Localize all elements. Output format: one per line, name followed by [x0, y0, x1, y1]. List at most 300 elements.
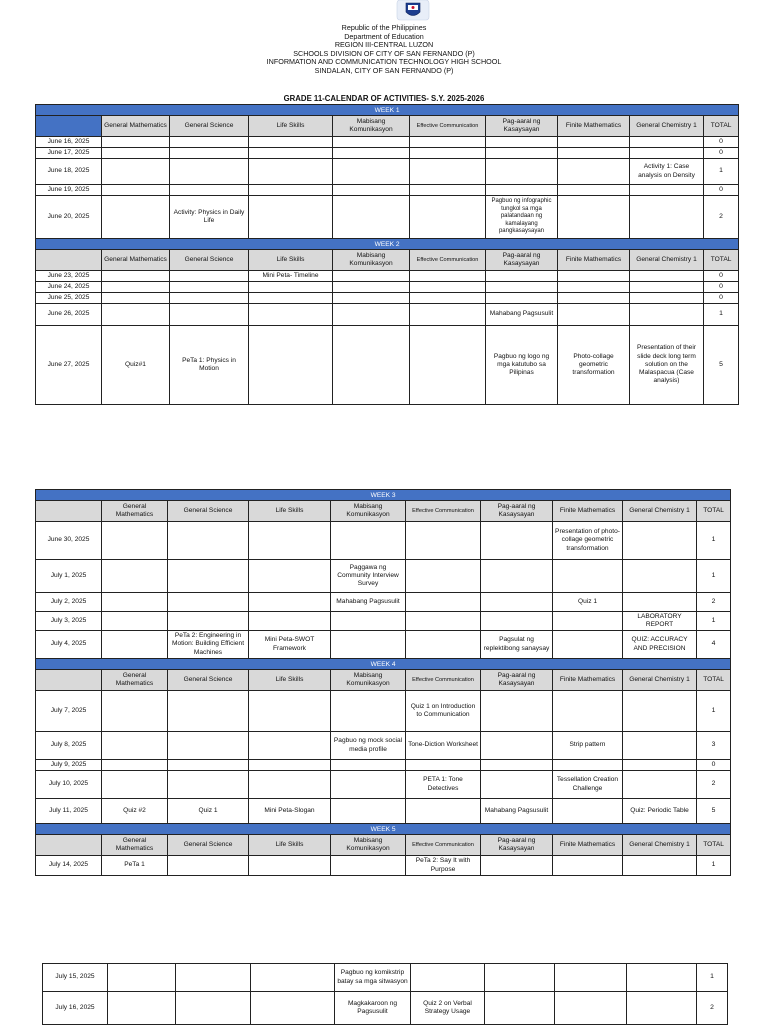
empty-cell [627, 964, 697, 992]
col-general-science: General Science [170, 116, 249, 137]
empty-cell [170, 293, 249, 304]
col-general-mathematics: General Mathematics [102, 835, 168, 856]
empty-cell [333, 137, 410, 148]
empty-cell [102, 304, 170, 326]
empty-cell [481, 732, 553, 760]
total-cell: 0 [704, 293, 739, 304]
date-cell: July 1, 2025 [36, 560, 102, 593]
table-row [36, 185, 739, 196]
empty-cell [102, 282, 170, 293]
empty-cell [176, 992, 251, 1025]
empty-cell [486, 137, 558, 148]
empty-cell [102, 593, 168, 612]
school-header [0, 24, 768, 76]
empty-cell [102, 271, 170, 282]
empty-cell [406, 612, 481, 631]
date-cell: July 4, 2025 [36, 631, 102, 659]
activity-cell: Activity 1: Case analysis on Density [630, 159, 704, 185]
col-finite-mathematics: Finite Mathematics [558, 116, 630, 137]
empty-cell [623, 522, 697, 560]
empty-cell [102, 612, 168, 631]
col-total: TOTAL [697, 670, 731, 691]
empty-cell [102, 185, 170, 196]
col-general-mathematics: General Mathematics [102, 116, 170, 137]
empty-cell [331, 691, 406, 732]
empty-cell [410, 137, 486, 148]
empty-cell [406, 760, 481, 771]
empty-cell [558, 293, 630, 304]
header-line: SINDALAN, CITY OF SAN FERNANDO (P) [314, 65, 454, 75]
col-general-science: General Science [168, 835, 249, 856]
empty-cell [331, 612, 406, 631]
col-general-science: General Science [170, 250, 249, 271]
col-mabisang-komunikasyon: Mabisang Komunikasyon [331, 670, 406, 691]
col-finite-mathematics: Finite Mathematics [553, 501, 623, 522]
empty-cell [481, 560, 553, 593]
empty-cell [170, 282, 249, 293]
total-cell: 2 [697, 771, 731, 799]
activity-cell: Presentation of photo-collage geometric transformation [553, 522, 623, 560]
empty-cell [249, 137, 333, 148]
empty-cell [249, 196, 333, 239]
empty-cell [623, 856, 697, 876]
col-life-skills: Life Skills [249, 116, 333, 137]
col-general-chemistry: General Chemistry 1 [623, 835, 697, 856]
empty-cell [486, 148, 558, 159]
empty-cell [553, 799, 623, 824]
col-finite-mathematics: Finite Mathematics [553, 835, 623, 856]
empty-cell [558, 159, 630, 185]
week-label: WEEK 2 [36, 239, 739, 250]
empty-cell [249, 760, 331, 771]
empty-cell [486, 159, 558, 185]
date-cell: July 11, 2025 [36, 799, 102, 824]
table-row [36, 137, 739, 148]
col-pag-aaral-ng-kasaysayan: Pag-aaral ng Kasaysayan [486, 116, 558, 137]
empty-cell [553, 560, 623, 593]
total-cell: 2 [697, 593, 731, 612]
week-label: WEEK 5 [36, 824, 731, 835]
empty-cell [630, 282, 704, 293]
empty-cell [630, 148, 704, 159]
empty-cell [630, 271, 704, 282]
empty-cell [485, 964, 555, 992]
empty-cell [168, 856, 249, 876]
calendar-table-2 [35, 489, 731, 876]
total-cell: 1 [697, 964, 728, 992]
header-line: REGION III-CENTRAL LUZON [334, 40, 434, 50]
empty-cell [558, 148, 630, 159]
table-row [36, 560, 731, 593]
activity-cell: Mini Peta- Timeline [249, 271, 333, 282]
empty-cell [102, 137, 170, 148]
empty-cell [558, 282, 630, 293]
empty-cell [630, 185, 704, 196]
empty-cell [486, 185, 558, 196]
empty-cell [410, 148, 486, 159]
total-cell: 4 [697, 631, 731, 659]
table-row [36, 271, 739, 282]
table-row [36, 760, 731, 771]
empty-cell [481, 593, 553, 612]
empty-cell [249, 732, 331, 760]
empty-cell [623, 593, 697, 612]
activity-cell: Quiz: Periodic Table [623, 799, 697, 824]
empty-cell [623, 760, 697, 771]
col-pag-aaral-ng-kasaysayan: Pag-aaral ng Kasaysayan [481, 670, 553, 691]
empty-cell [623, 560, 697, 593]
empty-cell [333, 196, 410, 239]
date-cell: July 15, 2025 [43, 964, 108, 992]
col-life-skills: Life Skills [249, 670, 331, 691]
total-cell: 3 [697, 732, 731, 760]
empty-cell [558, 196, 630, 239]
empty-cell [553, 856, 623, 876]
empty-cell [410, 196, 486, 239]
total-cell: 1 [697, 856, 731, 876]
empty-cell [168, 771, 249, 799]
empty-cell [630, 137, 704, 148]
date-header [36, 835, 102, 856]
col-mabisang-komunikasyon: Mabisang Komunikasyon [331, 835, 406, 856]
col-general-chemistry: General Chemistry 1 [623, 670, 697, 691]
column-header-row [36, 116, 739, 137]
table-row [43, 992, 728, 1025]
date-cell: July 16, 2025 [43, 992, 108, 1025]
empty-cell [168, 760, 249, 771]
activity-cell: Pagsulat ng replektibong sanaysay [481, 631, 553, 659]
empty-cell [406, 799, 481, 824]
empty-cell [333, 271, 410, 282]
calendar-title: GRADE 11-CALENDAR OF ACTIVITIES- S.Y. 2025-2026 [283, 94, 485, 103]
activity-cell: Pagbuo ng infographic tungkol sa mga palatandaan ng kamalayang pangkasaysayan [486, 196, 558, 239]
total-cell: 0 [704, 271, 739, 282]
empty-cell [481, 522, 553, 560]
header-line: SCHOOLS DIVISION OF CITY OF SAN FERNANDO (P) [293, 48, 475, 58]
total-cell: 1 [704, 159, 739, 185]
activity-cell: Photo-collage geometric transformation [558, 326, 630, 405]
table-row [36, 304, 739, 326]
table-row [43, 964, 728, 992]
empty-cell [623, 691, 697, 732]
date-cell: June 26, 2025 [36, 304, 102, 326]
empty-cell [630, 196, 704, 239]
empty-cell [249, 159, 333, 185]
total-cell: 2 [704, 196, 739, 239]
empty-cell [249, 691, 331, 732]
table-row [36, 293, 739, 304]
empty-cell [108, 964, 176, 992]
empty-cell [331, 771, 406, 799]
calendar-table-1 [35, 104, 739, 405]
date-cell: June 19, 2025 [36, 185, 102, 196]
empty-cell [410, 271, 486, 282]
activity-cell: PeTa 1: Physics in Motion [170, 326, 249, 405]
week-bar [36, 659, 731, 670]
date-cell: June 25, 2025 [36, 293, 102, 304]
deped-seal-icon [396, 0, 430, 22]
empty-cell [249, 304, 333, 326]
empty-cell [623, 732, 697, 760]
week-label: WEEK 4 [36, 659, 731, 670]
col-total: TOTAL [697, 835, 731, 856]
total-cell: 0 [697, 760, 731, 771]
empty-cell [406, 522, 481, 560]
empty-cell [553, 612, 623, 631]
empty-cell [102, 522, 168, 560]
activity-cell: PETA 1: Tone Detectives [406, 771, 481, 799]
col-life-skills: Life Skills [249, 250, 333, 271]
activity-cell: Mini Peta-Slogan [249, 799, 331, 824]
empty-cell [410, 159, 486, 185]
empty-cell [558, 304, 630, 326]
empty-cell [333, 185, 410, 196]
empty-cell [170, 271, 249, 282]
col-general-chemistry: General Chemistry 1 [630, 250, 704, 271]
empty-cell [102, 560, 168, 593]
empty-cell [102, 631, 168, 659]
col-finite-mathematics: Finite Mathematics [553, 670, 623, 691]
activity-cell: Quiz 2 on Verbal Strategy Usage [411, 992, 485, 1025]
col-mabisang-komunikasyon: Mabisang Komunikasyon [333, 116, 410, 137]
empty-cell [249, 282, 333, 293]
col-effective-communication: Effective Communication [410, 116, 486, 137]
empty-cell [170, 148, 249, 159]
activity-cell: Magkakaroon ng Pagsusulit [335, 992, 411, 1025]
empty-cell [249, 856, 331, 876]
date-cell: July 3, 2025 [36, 612, 102, 631]
empty-cell [553, 631, 623, 659]
total-cell: 0 [704, 185, 739, 196]
total-cell: 0 [704, 137, 739, 148]
empty-cell [410, 282, 486, 293]
table-row [36, 196, 739, 239]
empty-cell [333, 304, 410, 326]
empty-cell [249, 612, 331, 631]
col-finite-mathematics: Finite Mathematics [558, 250, 630, 271]
table-row [36, 522, 731, 560]
total-cell: 1 [704, 304, 739, 326]
empty-cell [170, 304, 249, 326]
week-bar [36, 490, 731, 501]
empty-cell [411, 964, 485, 992]
col-effective-communication: Effective Communication [406, 670, 481, 691]
empty-cell [630, 304, 704, 326]
empty-cell [170, 159, 249, 185]
column-header-row [36, 670, 731, 691]
table-row [36, 856, 731, 876]
table-row [36, 771, 731, 799]
empty-cell [251, 992, 335, 1025]
empty-cell [168, 612, 249, 631]
empty-cell [170, 185, 249, 196]
empty-cell [331, 631, 406, 659]
empty-cell [331, 856, 406, 876]
empty-cell [168, 560, 249, 593]
empty-cell [168, 732, 249, 760]
col-effective-communication: Effective Communication [410, 250, 486, 271]
empty-cell [553, 691, 623, 732]
col-pag-aaral-ng-kasaysayan: Pag-aaral ng Kasaysayan [481, 835, 553, 856]
empty-cell [102, 771, 168, 799]
empty-cell [249, 148, 333, 159]
empty-cell [553, 760, 623, 771]
total-cell: 1 [697, 691, 731, 732]
header-line: Department of Education [344, 31, 424, 41]
empty-cell [249, 560, 331, 593]
empty-cell [406, 631, 481, 659]
activity-cell: Quiz 1 [168, 799, 249, 824]
empty-cell [108, 992, 176, 1025]
col-general-mathematics: General Mathematics [102, 250, 170, 271]
empty-cell [168, 522, 249, 560]
week-bar [36, 824, 731, 835]
date-cell: June 18, 2025 [36, 159, 102, 185]
activity-cell: Presentation of their slide deck long term solution on the Malaspacua (Case analysis) [630, 326, 704, 405]
activity-cell: PeTa 2: Say It with Purpose [406, 856, 481, 876]
table-row [36, 148, 739, 159]
date-cell: June 20, 2025 [36, 196, 102, 239]
total-cell: 5 [704, 326, 739, 405]
col-life-skills: Life Skills [249, 835, 331, 856]
col-general-mathematics: General Mathematics [102, 501, 168, 522]
empty-cell [102, 148, 170, 159]
activity-cell: Quiz 1 [553, 593, 623, 612]
header-line: Republic of the Philippines [341, 23, 427, 32]
empty-cell [102, 293, 170, 304]
empty-cell [249, 522, 331, 560]
activity-cell: Mahabang Pagsusulit [481, 799, 553, 824]
column-header-row [36, 835, 731, 856]
col-mabisang-komunikasyon: Mabisang Komunikasyon [333, 250, 410, 271]
activity-cell: LABORATORY REPORT [623, 612, 697, 631]
table-row [36, 282, 739, 293]
col-general-science: General Science [168, 501, 249, 522]
col-pag-aaral-ng-kasaysayan: Pag-aaral ng Kasaysayan [486, 250, 558, 271]
col-general-chemistry: General Chemistry 1 [623, 501, 697, 522]
header-line: INFORMATION AND COMMUNICATION TECHNOLOGY HIGH SCHOOL [266, 57, 502, 67]
col-pag-aaral-ng-kasaysayan: Pag-aaral ng Kasaysayan [481, 501, 553, 522]
empty-cell [406, 560, 481, 593]
empty-cell [481, 612, 553, 631]
date-cell: June 17, 2025 [36, 148, 102, 159]
empty-cell [481, 760, 553, 771]
empty-cell [249, 326, 333, 405]
empty-cell [102, 760, 168, 771]
empty-cell [481, 771, 553, 799]
empty-cell [630, 293, 704, 304]
activity-cell: QUIZ: ACCURACY AND PRECISION [623, 631, 697, 659]
activity-cell: Quiz#1 [102, 326, 170, 405]
activity-cell: Pagbuo ng komikstrip batay sa mga sitwasyon [335, 964, 411, 992]
empty-cell [249, 293, 333, 304]
empty-cell [410, 304, 486, 326]
empty-cell [623, 771, 697, 799]
table-row [36, 799, 731, 824]
activity-cell: Paggawa ng Community Interview Survey [331, 560, 406, 593]
date-cell: June 27, 2025 [36, 326, 102, 405]
empty-cell [481, 691, 553, 732]
total-cell: 2 [697, 992, 728, 1025]
col-total: TOTAL [704, 116, 739, 137]
activity-cell: Quiz 1 on Introduction to Communication [406, 691, 481, 732]
empty-cell [558, 185, 630, 196]
table-row [36, 159, 739, 185]
empty-cell [558, 137, 630, 148]
empty-cell [102, 159, 170, 185]
empty-cell [410, 185, 486, 196]
date-header [36, 501, 102, 522]
date-header [36, 670, 102, 691]
empty-cell [627, 992, 697, 1025]
col-total: TOTAL [697, 501, 731, 522]
empty-cell [555, 992, 627, 1025]
table-row [36, 732, 731, 760]
empty-cell [331, 799, 406, 824]
total-cell: 1 [697, 612, 731, 631]
empty-cell [406, 593, 481, 612]
empty-cell [486, 271, 558, 282]
activity-cell: Mahabang Pagsusulit [331, 593, 406, 612]
empty-cell [102, 732, 168, 760]
week-bar [36, 105, 739, 116]
empty-cell [249, 593, 331, 612]
date-cell: July 9, 2025 [36, 760, 102, 771]
table-row [36, 326, 739, 405]
empty-cell [486, 293, 558, 304]
date-cell: June 30, 2025 [36, 522, 102, 560]
column-header-row [36, 501, 731, 522]
activity-cell: PeTa 1 [102, 856, 168, 876]
table-row [36, 612, 731, 631]
total-cell: 1 [697, 560, 731, 593]
date-cell: June 23, 2025 [36, 271, 102, 282]
empty-cell [249, 185, 333, 196]
total-cell: 0 [704, 282, 739, 293]
empty-cell [333, 282, 410, 293]
col-total: TOTAL [704, 250, 739, 271]
calendar-table-3 [42, 963, 728, 1025]
empty-cell [331, 522, 406, 560]
col-mabisang-komunikasyon: Mabisang Komunikasyon [331, 501, 406, 522]
col-effective-communication: Effective Communication [406, 835, 481, 856]
activity-cell: Tessellation Creation Challenge [553, 771, 623, 799]
date-header [36, 250, 102, 271]
activity-cell: Tone-Diction Worksheet [406, 732, 481, 760]
table-row [36, 631, 731, 659]
empty-cell [102, 196, 170, 239]
empty-cell [249, 771, 331, 799]
empty-cell [331, 760, 406, 771]
empty-cell [555, 964, 627, 992]
activity-cell: Mini Peta-SWOT Framework [249, 631, 331, 659]
date-header [36, 116, 102, 137]
empty-cell [176, 964, 251, 992]
date-cell: July 10, 2025 [36, 771, 102, 799]
empty-cell [333, 148, 410, 159]
week-label: WEEK 3 [36, 490, 731, 501]
empty-cell [333, 326, 410, 405]
date-cell: July 7, 2025 [36, 691, 102, 732]
date-cell: June 24, 2025 [36, 282, 102, 293]
column-header-row [36, 250, 739, 271]
table-row [36, 593, 731, 612]
empty-cell [333, 293, 410, 304]
empty-cell [170, 137, 249, 148]
empty-cell [410, 326, 486, 405]
week-label: WEEK 1 [36, 105, 739, 116]
date-cell: June 16, 2025 [36, 137, 102, 148]
